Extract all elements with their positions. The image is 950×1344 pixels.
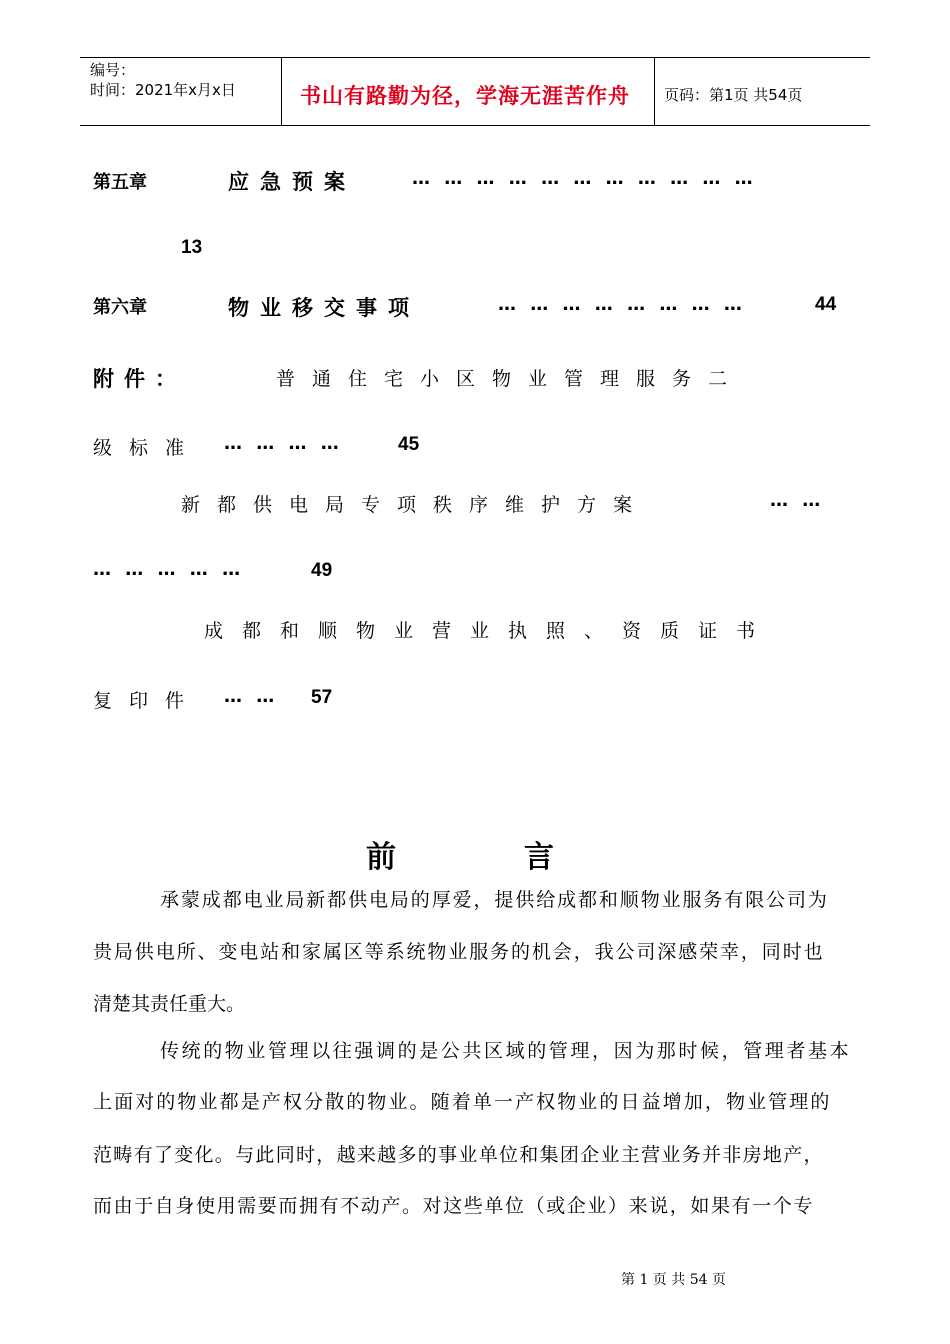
preface-title-right: 言 xyxy=(524,840,554,875)
header-bottom-rule xyxy=(80,125,870,126)
toc-ch6-label: 第六章 xyxy=(93,297,147,318)
preface-line: 贵局供电所、变电站和家属区等系统物业服务的机会，我公司深感荣幸，同时也 xyxy=(93,941,825,963)
footer-page-number: 第 1 页 共 54 页 xyxy=(621,1272,726,1288)
header-divider-2 xyxy=(654,57,655,126)
toc-ch5-page: 13 xyxy=(181,237,203,258)
preface-line: 传统的物业管理以往强调的是公共区域的管理，因为那时候，管理者基本 xyxy=(160,1040,852,1062)
preface-line: 清楚其责任重大。 xyxy=(93,993,246,1015)
toc-appendix1-dots: … … … … xyxy=(224,433,343,454)
toc-appendix2-page: 49 xyxy=(311,560,333,581)
toc-appendix1-page: 45 xyxy=(398,434,420,455)
page-code: 页码：第1页 共54页 xyxy=(664,86,803,104)
toc-ch5-dots: … … … … … … … … … … … xyxy=(412,168,757,189)
toc-appendix2-line1: 新都供电局专项秩序维护方案 xyxy=(181,494,650,516)
preface-line: 上面对的物业都是产权分散的物业。随着单一产权物业的日益增加，物业管理的 xyxy=(93,1091,832,1113)
header-divider-1 xyxy=(281,57,282,126)
toc-appendix3-page: 57 xyxy=(311,687,333,708)
motto: 书山有路勤为径，学海无涯苦作舟 xyxy=(300,84,630,108)
serial-label: 编号： xyxy=(90,61,136,79)
toc-ch6-title: 物业移交事项 xyxy=(228,296,420,320)
toc-appendix3-line2: 复印件 xyxy=(93,690,202,712)
toc-appendix1-line2: 级标准 xyxy=(93,437,202,459)
preface-title-left: 前 xyxy=(366,840,396,875)
toc-appendix1-line1: 普通住宅小区物业管理服务二 xyxy=(276,368,745,390)
header-top-rule xyxy=(80,57,870,58)
time-label: 时间：2021年x月x日 xyxy=(90,81,236,99)
toc-ch6-page: 44 xyxy=(815,294,837,315)
toc-appendix3-dots: … … xyxy=(224,686,279,707)
toc-appendix2-dots2: … … … … … xyxy=(93,559,245,580)
toc-ch6-dots: … … … … … … … … xyxy=(498,294,746,315)
preface-line: 承蒙成都电业局新都供电局的厚爱，提供给成都和顺物业服务有限公司为 xyxy=(160,889,829,911)
toc-appendix2-dots1: … … xyxy=(770,490,825,511)
preface-line: 而由于自身使用需要而拥有不动产。对这些单位（或企业）来说，如果有一个专 xyxy=(93,1195,815,1217)
toc-ch5-label: 第五章 xyxy=(93,172,147,193)
toc-appendix3-line1: 成都和顺物业营业执照、资质证书 xyxy=(204,620,775,642)
preface-line: 范畴有了变化。与此同时，越来越多的事业单位和集团企业主营业务并非房地产， xyxy=(93,1144,824,1166)
toc-ch5-title: 应急预案 xyxy=(228,170,356,194)
toc-appendix-label: 附件： xyxy=(93,367,186,391)
